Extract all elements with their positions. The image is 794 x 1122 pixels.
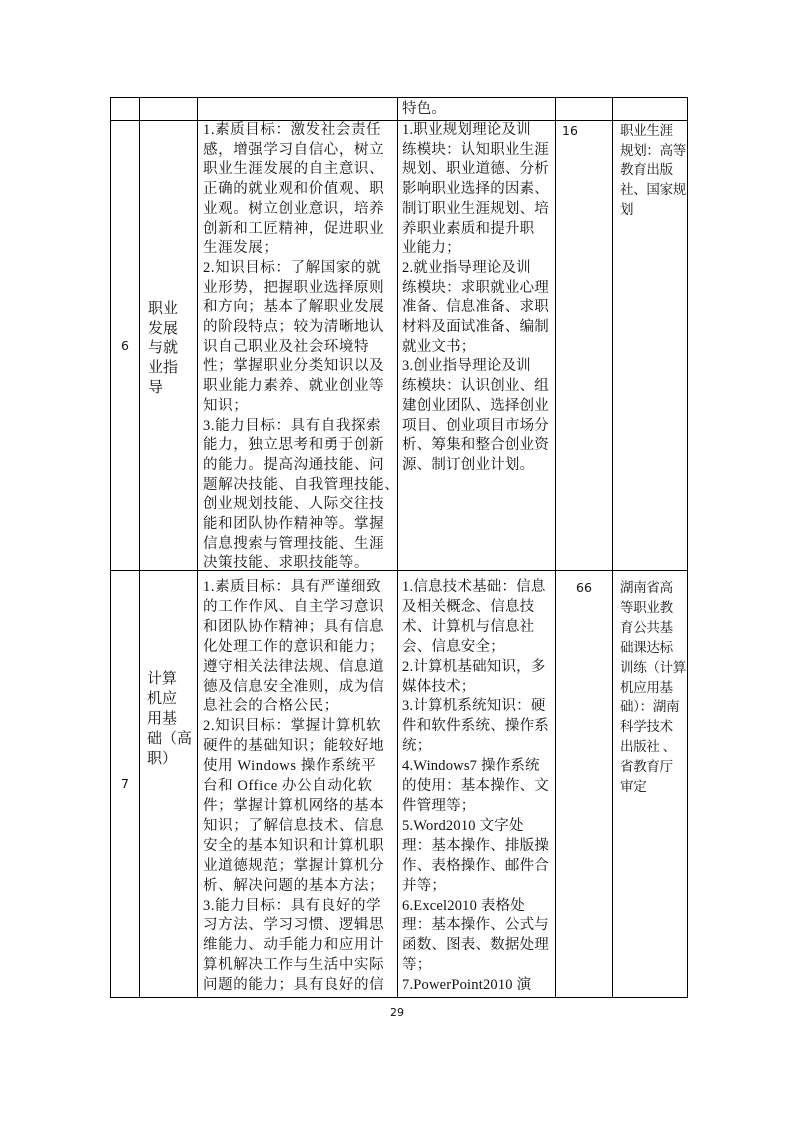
content-paragraph [402,757,555,817]
goal-line: 和方向；基本了解职业发展 [203,299,385,316]
textbook-line: 规划：高等 [620,142,686,158]
goal-line: 安全的基本知识和计算机职 [203,837,385,854]
textbook-text [620,121,687,220]
goal-line: 能力，独立思考和勇于创新 [203,437,385,454]
content-line: 1.信息技术基础：信息 [402,579,546,595]
textbook-line: 育公共基 [620,619,673,635]
goal-line: 正确的就业观和价值观、职 [203,181,385,198]
course-content-text [402,98,555,120]
goal-paragraph [203,417,400,575]
course-name-line: 础（高 [147,730,193,747]
goal-line: 决策技能、求职技能等。 [203,555,370,572]
textbook-line: 机应用基 [620,679,673,695]
textbook-line: 审定 [620,779,647,795]
table-row-continuation [111,98,687,120]
goal-line: 的阶段特点；较为清晰地认 [203,319,385,336]
content-line: 作、表格操作、邮件合 [402,857,549,874]
course-content-text [402,578,555,996]
content-line: 件管理等； [402,797,476,814]
goal-paragraph [203,717,397,896]
content-line: 建创业团队、选择创业 [402,397,549,414]
content-line: 并等； [402,877,447,894]
course-table [110,97,688,998]
goal-line: 职业能力素养、就业创业等 [203,378,385,395]
course-content-text [402,121,555,476]
content-line: 练模块：求职就业心理 [402,279,549,296]
goal-line: 创新和工匠精神，促进职业 [203,220,385,237]
content-paragraph [402,98,555,120]
content-line: 等； [402,957,432,974]
goal-line: 信息搜索与管理技能、生涯 [203,535,385,552]
goal-line: 1.素质目标：激发社会责任 [203,122,382,138]
class-hours-cell [555,121,612,570]
goal-line: 算机解决工作与生活中实际 [203,957,385,974]
course-name-cell [139,571,197,997]
course-goals-cell [197,571,397,997]
content-line: 影响职业选择的因素、 [402,181,549,198]
goal-line: 德及信息安全准则，成为信 [203,678,385,695]
goal-line: 知识； [203,397,249,414]
content-paragraph [402,121,555,259]
row-number-cell [111,571,139,997]
course-goals-cell [197,98,397,120]
row-number: 7 [121,776,129,791]
content-paragraph [402,357,555,475]
course-name-line: 用基 [147,710,178,727]
textbook-line: 科学技术 [620,719,673,735]
course-content-cell [397,121,555,570]
course-name [147,670,197,770]
content-line: 7.PowerPoint2010 演 [402,977,532,994]
course-name-line: 发展 [148,320,179,337]
goal-line: 遵守相关法律法规、信息道 [203,658,385,675]
course-name-line: 职） [147,750,178,767]
content-line: 材料及面试准备、编制 [402,319,549,336]
goal-line: 职业生涯发展的自主意识、 [203,161,385,178]
goal-line: 能和团队协作精神等。掌握 [203,516,385,533]
goal-line: 化处理工作的意识和能力； [203,638,385,655]
goal-line: 使用 Windows 操作系统平 [203,758,377,775]
content-line: 1.职业规划理论及训 [402,122,531,138]
content-line: 5.Word2010 文字处 [402,817,524,834]
textbook-line: 础）：湖南 [620,699,680,715]
content-line: 特色。 [402,101,447,117]
textbook-line: 湖南省高 [620,580,673,595]
goal-line: 维能力、动手能力和应用计 [203,937,385,954]
content-paragraph [402,658,555,698]
textbook-line: 社、国家规 [620,182,686,198]
goal-line: 创业规划技能、人际交往技 [203,496,385,513]
row-number-cell [111,98,139,120]
content-line: 源、制订创业计划。 [402,456,535,473]
course-name-line: 与就 [148,340,179,357]
textbook-cell [612,121,687,570]
content-line: 3.创业指导理论及训 [402,358,531,375]
goal-line: 的工作作风、自主学习意识 [203,598,385,615]
course-name-line: 计算 [147,671,178,687]
content-line: 练模块：认识创业、组 [402,378,549,395]
content-paragraph [402,259,555,358]
class-hours-cell [555,571,612,997]
course-name-line: 机应 [147,690,178,707]
goal-line: 析、解决问题的基本方法； [203,877,385,894]
page-number: 29 [390,1006,404,1019]
content-line: 4.Windows7 操作系统 [402,758,540,775]
goal-line: 性；掌握职业分类知识以及 [203,358,385,375]
content-line: 及相关概念、信息技 [402,598,535,615]
goal-line: 3.能力目标：具有良好的学 [203,897,382,914]
goal-line: 2.知识目标：掌握计算机软 [203,718,382,735]
content-paragraph [402,817,555,897]
goal-line: 业观。树立创业意识，培养 [203,200,385,217]
textbook-text [620,578,687,797]
content-paragraph [402,976,555,996]
textbook-cell [612,571,687,997]
course-content-cell [397,98,555,120]
content-line: 练模块：认知职业生涯 [402,141,549,158]
class-hours-cell [555,98,612,120]
content-line: 函数、图表、数据处理 [402,937,549,954]
course-name-cell [139,98,197,120]
goal-line: 生涯发展； [203,240,279,257]
content-line: 2.就业指导理论及训 [402,259,531,276]
goal-line: 习方法、学习习惯、逻辑思 [203,917,385,934]
course-content-cell [397,571,555,997]
class-hours: 16 [562,123,578,138]
textbook-line: 划 [620,201,634,217]
content-line: 件和软件系统、操作系 [402,718,549,735]
row-number-cell [111,121,139,570]
goal-line: 3.能力目标：具有自我探索 [203,417,382,434]
content-line: 术、计算机与信息社 [402,618,535,635]
course-name-cell [139,121,197,570]
goal-line: 息社会的合格公民； [203,698,339,715]
textbook-line: 教育出版 [620,162,673,178]
content-line: 6.Excel2010 表格处 [402,897,526,914]
content-line: 媒体技术； [402,678,476,695]
textbook-line: 省教育厅 [620,759,673,775]
content-paragraph [402,697,555,757]
goal-line: 和团队协作精神；具有信息 [203,618,385,635]
goal-line: 业形势，把握职业选择原则 [203,279,385,296]
goal-paragraph [203,121,397,259]
textbook-cell [612,98,687,120]
textbook-line: 职业生涯 [620,123,673,138]
textbook-line: 等职业教 [620,599,673,615]
content-line: 规划、职业道德、分析 [402,161,549,178]
content-line: 的使用：基本操作、文 [402,778,549,795]
goal-paragraph [203,578,397,717]
content-line: 制订职业生涯规划、培 [402,200,549,217]
goal-line: 件；掌握计算机网络的基本 [203,797,385,814]
content-line: 养职业素质和提升职 [402,220,535,237]
goal-line: 业道德规范；掌握计算机分 [203,857,385,874]
content-paragraph [402,897,555,977]
class-hours: 66 [576,580,592,595]
goal-paragraph [203,897,397,997]
goal-line: 知识；了解信息技术、信息 [203,817,385,834]
course-goals-cell [197,121,400,572]
content-line: 准备、信息准备、求职 [402,299,549,316]
content-line: 2.计算机基础知识，多 [402,658,546,675]
content-line: 业能力； [402,240,461,257]
goal-line: 2.知识目标：了解国家的就 [203,259,382,276]
textbook-line: 训练（计算 [620,659,686,675]
content-line: 析、筹集和整合创业资 [402,437,549,454]
course-name-line: 导 [148,379,164,396]
content-line: 统； [402,738,432,755]
goal-line: 感，增强学习自信心，树立 [203,141,385,158]
row-number: 6 [121,337,129,353]
course-goals-text [203,121,400,574]
content-line: 理：基本操作、排版操 [402,837,549,854]
goal-line: 台和 Office 办公自动化软 [203,778,373,795]
goal-line: 题解决技能、自我管理技能、 [203,476,400,493]
table-row [111,570,687,997]
course-name [148,300,197,399]
course-goals-text [203,578,397,996]
goal-paragraph [203,259,397,417]
content-line: 项目、创业项目市场分 [402,417,549,434]
goal-line: 的能力。提高沟通技能、问 [203,456,385,473]
goal-line: 问题的能力；具有良好的信 [203,977,385,994]
content-line: 3.计算机系统知识：硬 [402,698,546,715]
course-name-line: 职业 [148,301,179,317]
textbook-line: 础课达标 [620,639,673,655]
goal-line: 识自己职业及社会环境特 [203,338,370,355]
content-line: 会、信息安全； [402,638,505,655]
content-line: 就业文书； [402,338,476,355]
content-line: 理：基本操作、公式与 [402,917,549,934]
course-name-line: 业指 [148,360,179,377]
textbook-line: 出版社 、 [620,739,676,755]
table-row [111,120,687,570]
goal-line: 1.素质目标：具有严谨细致 [203,579,382,595]
content-paragraph [402,578,555,658]
goal-line: 硬件的基础知识；能较好地 [203,738,385,755]
